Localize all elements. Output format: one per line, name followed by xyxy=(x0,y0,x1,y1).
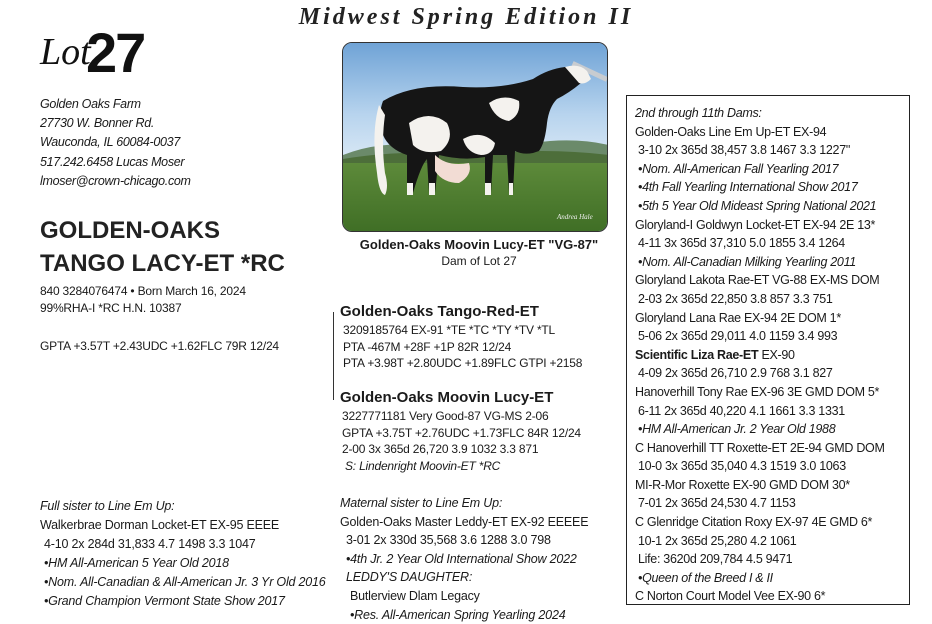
sire-info-line: PTA -467M +28F +1P 82R 12/24 xyxy=(343,339,512,354)
dam-ancestor-record: 4-09 2x 365d 26,710 2.9 768 3.1 827 xyxy=(638,366,833,381)
sire-name: Golden-Oaks Tango-Red-ET xyxy=(340,303,539,320)
dam-ancestor-name: C Glenridge Citation Roxy EX-97 4E GMD 6* xyxy=(635,515,873,530)
dam-ancestor-record: 10-0 3x 365d 35,040 4.3 1519 3.0 1063 xyxy=(638,459,846,474)
dam-sire-line: S: Lindenright Moovin-ET *RC xyxy=(345,458,501,473)
dam-photo xyxy=(342,42,608,232)
rha-line: 99%RHA-I *RC H.N. 10387 xyxy=(40,301,182,315)
dam-ancestor-record: 6-11 2x 365d 40,220 4.1 1661 3.3 1331 xyxy=(638,403,845,418)
cow-photo-illustration xyxy=(343,43,608,232)
dams-list xyxy=(635,104,885,606)
farm-email: lmoser@crown-chicago.com xyxy=(40,173,191,188)
full-sister-honor: •Grand Champion Vermont State Show 2017 xyxy=(44,594,285,609)
sale-edition-header: Midwest Spring Edition II xyxy=(298,4,634,30)
dam-info-line: 2-00 3x 365d 26,720 3.9 1032 3.3 871 xyxy=(342,442,539,457)
dam-ancestor-record: 5-06 2x 365d 29,011 4.0 1159 3.4 993 xyxy=(638,329,838,344)
dams-heading: 2nd through 11th Dams: xyxy=(635,106,762,120)
daughter-heading: LEDDY'S DAUGHTER: xyxy=(346,570,473,585)
dam-ancestor-name: Hanoverhill Tony Rae EX-96 3E GMD DOM 5* xyxy=(635,384,880,399)
dam-ancestor-name: Gloryland Lakota Rae-ET VG-88 EX-MS DOM xyxy=(635,273,880,288)
dam-ancestor-honor: •Nom. All-Canadian Milking Yearling 2011 xyxy=(638,254,856,269)
maternal-sister-name: Golden-Oaks Master Leddy-ET EX-92 EEEEE xyxy=(340,514,589,529)
daughter-name: Butlerview Dlam Legacy xyxy=(350,588,480,603)
dam-ancestor-name: Gloryland Lana Rae EX-94 2E DOM 1* xyxy=(635,310,841,325)
photo-caption-sub: Dam of Lot 27 xyxy=(441,254,517,268)
dam-ancestor-name: Golden-Oaks Line Em Up-ET EX-94 xyxy=(635,124,827,139)
full-sister-section xyxy=(40,497,326,612)
full-sister-name: Walkerbrae Dorman Locket-ET EX-95 EEEE xyxy=(40,518,280,533)
dam-info-line: GPTA +3.75T +2.76UDC +1.73FLC 84R 12/24 xyxy=(342,425,581,440)
full-sister-heading: Full sister to Line Em Up: xyxy=(40,499,175,513)
sire-info-line: PTA +3.98T +2.80UDC +1.89FLC GTPI +2158 xyxy=(343,356,583,371)
dam-ancestor-honor: •5th 5 Year Old Mideast Spring National 2021 xyxy=(638,198,877,213)
dam-ancestor-honor: •Nom. All-American Fall Yearling 2017 xyxy=(638,161,839,176)
lot-number: 27 xyxy=(86,21,145,84)
photo-caption-name: Golden-Oaks Moovin Lucy-ET "VG-87" xyxy=(359,237,599,252)
dam-ancestor-name: C Hanoverhill TT Roxette-ET 2E-94 GMD DOM xyxy=(635,440,885,455)
maternal-sister-section xyxy=(340,494,588,624)
maternal-sister-record: 3-01 2x 330d 35,568 3.6 1288 3.0 798 xyxy=(346,533,551,548)
dam-ancestor-honor: •Queen of the Breed I & II xyxy=(638,570,773,585)
farm-name: Golden Oaks Farm xyxy=(40,97,141,111)
animal-name-line1: GOLDEN-OAKS xyxy=(40,217,220,244)
animal-name xyxy=(40,214,285,280)
consignor-info xyxy=(40,95,191,191)
full-sister-honor: •Nom. All-Canadian & All-American Jr. 3 Yr Old 2016 xyxy=(44,575,326,590)
full-sister-honor: •HM All-American 5 Year Old 2018 xyxy=(44,556,229,571)
farm-address: 27730 W. Bonner Rd. xyxy=(40,116,155,131)
dam-ancestor-honor: •HM All-American Jr. 2 Year Old 1988 xyxy=(638,422,836,437)
extended-pedigree-box xyxy=(626,95,910,605)
photographer-signature: Andrea Hale xyxy=(557,213,593,221)
sire-section xyxy=(333,302,613,372)
animal-registration xyxy=(40,283,246,317)
animal-gpta: GPTA +3.57T +2.43UDC +1.62FLC 79R 12/24 xyxy=(40,339,279,353)
dam-ancestor-record: 7-01 2x 365d 24,530 4.7 1153 xyxy=(638,496,796,511)
sire-info-line: 3209185764 EX-91 *TE *TC *TY *TV *TL xyxy=(343,323,556,337)
dam-ancestor-name: Gloryland-I Goldwyn Locket-ET EX-94 2E 13* xyxy=(635,217,876,232)
dam-ancestor-record: Life: 3620d 209,784 4.5 9471 xyxy=(638,552,793,567)
full-sister-record: 4-10 2x 284d 31,833 4.7 1498 3.3 1047 xyxy=(44,537,256,552)
dam-ancestor-name: MI-R-Mor Roxette EX-90 GMD DOM 30* xyxy=(635,477,850,492)
farm-city: Wauconda, IL 60084-0037 xyxy=(40,135,180,150)
dam-ancestor-record: 10-1 2x 365d 25,280 4.2 1061 xyxy=(638,533,797,548)
dam-ancestor-name-bold: Scientific Liza Rae-ET xyxy=(635,347,759,362)
dam-ancestor-record: 3-10 2x 365d 38,457 3.8 1467 3.3 1227" xyxy=(638,143,850,158)
dam-ancestor-name: Scientific Liza Rae-ET EX-90 xyxy=(635,347,795,362)
dam-section xyxy=(340,388,581,474)
photo-caption xyxy=(339,237,619,268)
maternal-sister-honor: •4th Jr. 2 Year Old International Show 2022 xyxy=(346,551,577,566)
dam-name: Golden-Oaks Moovin Lucy-ET xyxy=(340,389,554,406)
dam-ancestor-record: 4-11 3x 365d 37,310 5.0 1855 3.4 1264 xyxy=(638,236,845,251)
dam-ancestor-record: 2-03 2x 365d 22,850 3.8 857 3.3 751 xyxy=(638,291,833,306)
registration-line: 840 3284076474 • Born March 16, 2024 xyxy=(40,284,246,298)
pedigree-bracket-line xyxy=(333,312,334,400)
maternal-sister-heading: Maternal sister to Line Em Up: xyxy=(340,496,503,510)
dam-info-line: 3227771181 Very Good-87 VG-MS 2-06 xyxy=(342,409,549,423)
dam-ancestor-name: C Norton Court Model Vee EX-90 6* xyxy=(635,589,826,604)
dam-ancestor-honor: •4th Fall Yearling International Show 2017 xyxy=(638,180,858,195)
lot-label: Lot xyxy=(40,31,91,73)
farm-phone: 517.242.6458 Lucas Moser xyxy=(40,154,185,169)
daughter-honor: •Res. All-American Spring Yearling 2024 xyxy=(350,607,566,622)
animal-name-line2: TANGO LACY-ET *RC xyxy=(40,250,285,277)
